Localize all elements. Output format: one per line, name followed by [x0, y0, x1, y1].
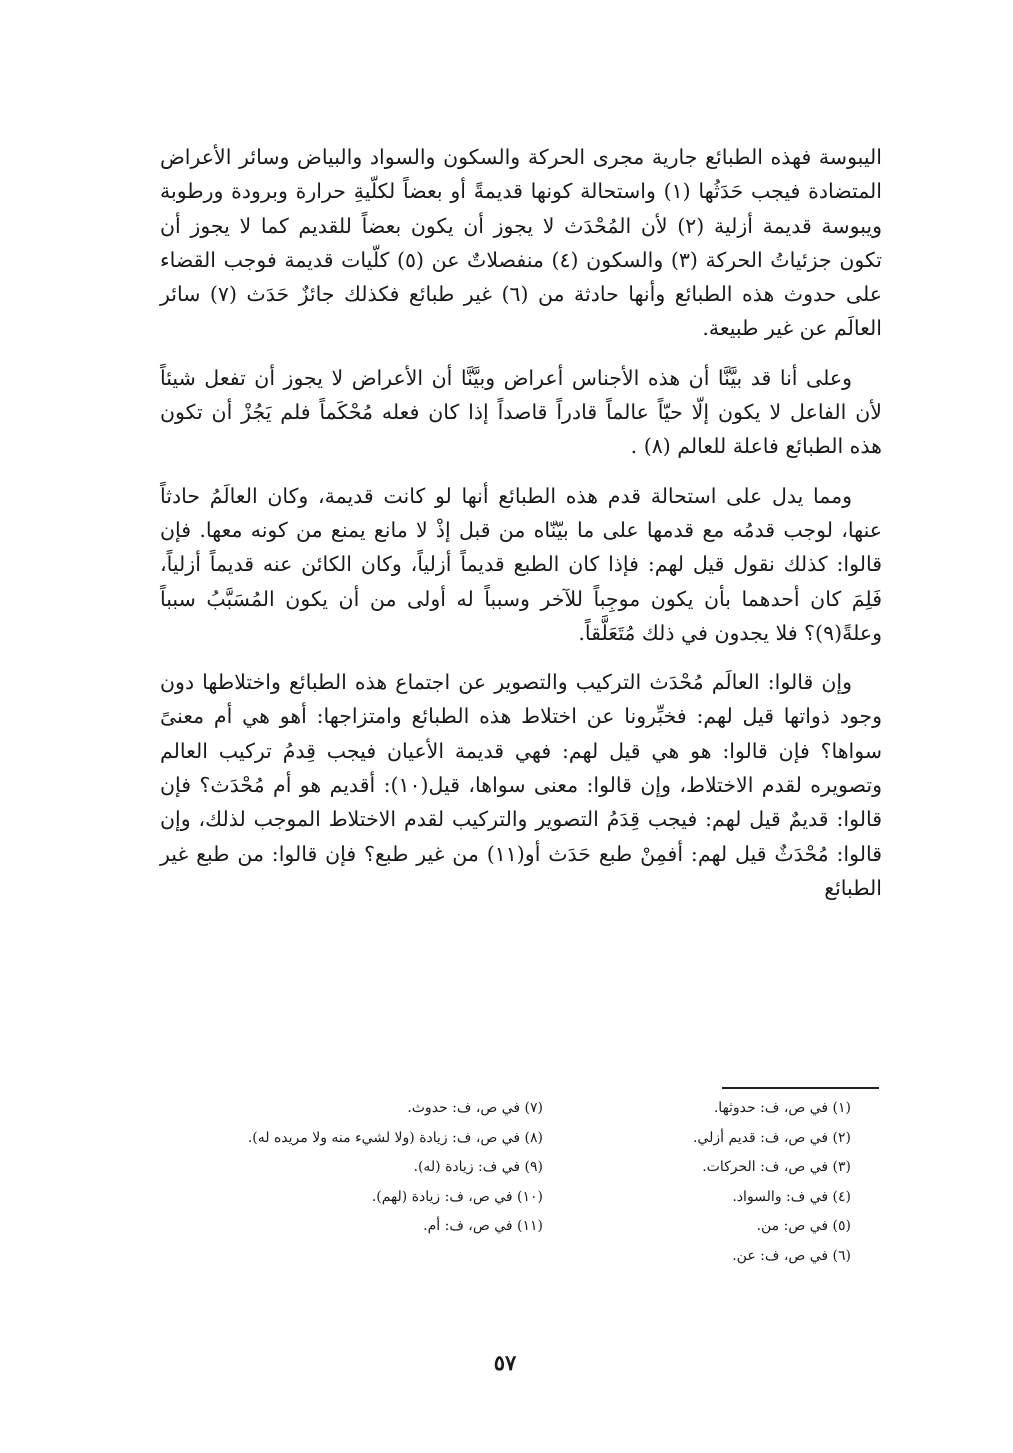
- paragraph: وعلى أنا قد بيَّنَّا أن هذه الأجناس أعراض وبيَّنَّا أن الأعراض لا يجوز أن تفعل شيئاً لأن الفاعل لا يكون إلّا حيّاً عالماً قادراً قاصداً إذا كان فعله مُحْكَماً فلم يَجُزْ أن تكون هذه الطبائع فاعلة للعالم (٨) .: [160, 365, 882, 459]
- footnote: (٦) في ص، ف: عن.: [732, 1247, 851, 1264]
- main-text: [160, 140, 882, 920]
- footnotes-right-column: [601, 1094, 851, 1271]
- page-number: ٥٧: [493, 1350, 517, 1375]
- footnotes-left-column: [143, 1094, 543, 1242]
- footnote: (٨) في ص، ف: زيادة (ولا لشيء منه ولا مريده له).: [247, 1129, 543, 1146]
- footnote: (٥) في ص: من.: [756, 1218, 851, 1234]
- paragraph: ومما يدل على استحالة قدم هذه الطبائع أنها لو كانت قديمة، وكان العالَمُ حادثاً عنها، لوجب قدمُه مع قدمها على ما بيّنّاه من قبل إذْ لا مانع يمنع من كونه معها. فإن قالوا: كذلك نقول قيل لهم: فإذا كان الطبع قديماً أزلياً، وكان الكائن عنه قديماً أزلياً، فَلِمَ كان أحدهما بأن يكون موجِباً للآخر وسبباً له أولى من أن يكون المُسَبَّبُ سبباً وعلةً(٩)؟ فلا يجدون في ذلك مُتَعَلَّقاً.: [160, 483, 882, 645]
- footnote: (٩) في ف: زيادة (له).: [413, 1159, 543, 1175]
- footnote: (٣) في ص، ف: الحركات.: [702, 1159, 851, 1175]
- footnote: (١) في ص، ف: حدوثها.: [713, 1100, 851, 1116]
- footnote: (١١) في ص، ف: أم.: [423, 1218, 543, 1234]
- footnote: (٤) في ف: والسواد.: [732, 1188, 851, 1205]
- footnote-separator: [722, 1087, 879, 1089]
- footnote: (٢) في ص، ف: قديم أزلي.: [692, 1129, 851, 1146]
- footnote: (١٠) في ص، ف: زيادة (لهم).: [371, 1188, 543, 1205]
- paragraph: اليبوسة فهذه الطبائع جارية مجرى الحركة والسكون والسواد والبياض وسائر الأعراض المتضادة فيجب حَدَثُها (١) واستحالة كونها قديمةً أو بعضاً لكلّيةِ حرارة وبرودة ورطوبة ويبوسة قديمة أزلية (٢) لأن المُحْدَث لا يجوز أن يكون بعضاً للقديم كما لا يجوز أن تكون جزئياتُ الحركة (٣) والسكون (٤) منفصلاتٌ عن (٥) كلّيات قديمة فوجب القضاء على حدوث هذه الطبائع وأنها حادثة من (٦) غير طبائع فكذلك جائزٌ حَدَث (٧) سائر العالَم عن غير طبيعة.: [160, 145, 883, 341]
- footnote: (٧) في ص، ف: حدوث.: [407, 1100, 543, 1116]
- paragraph: وإن قالوا: العالَم مُحْدَث التركيب والتصوير عن اجتماع هذه الطبائع واختلاطها دون وجود ذواتها قيل لهم: فخبِّرونا عن اختلاط هذه الطبائع وامتزاجها: أهو هي أم معنىً سواها؟ فإن قالوا: هو هي قيل لهم: فهي قديمة الأعيان فيجب قِدمُ تركيب العالم وتصويره لقدم الاختلاط، وإن قالوا: معنى سواها، قيل(١٠): أقديم هو أم مُحْدَث؟ فإن قالوا: قديمٌ قيل لهم: فيجب قِدَمُ التصوير والتركيب لقدم الاختلاط الموجب لذلك، وإن قالوا: مُحْدَثٌ قيل لهم: أفمِنْ طبع حَدَث أو(١١) من غير طبع؟ فإن قالوا: من طبع غير الطبائع: [160, 670, 882, 900]
